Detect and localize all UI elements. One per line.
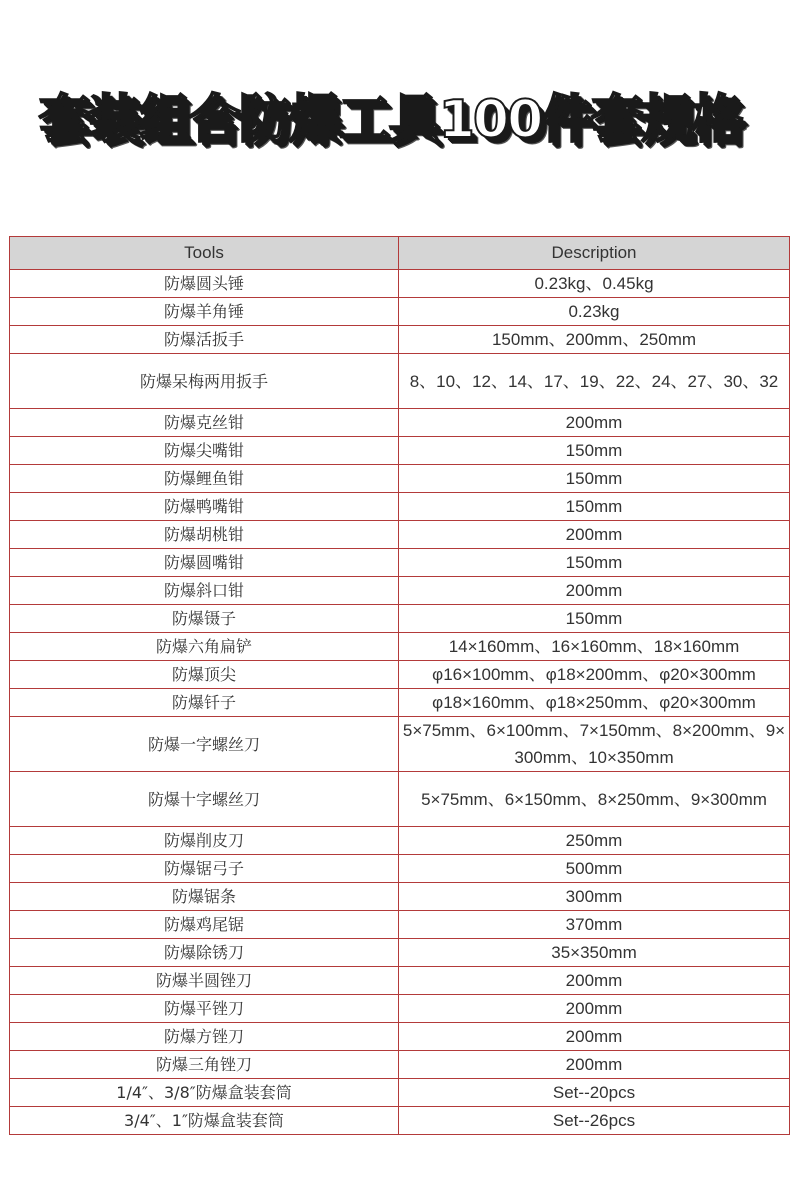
tool-cell: 防爆鲤鱼钳 [10, 465, 399, 493]
tool-cell: 防爆锯条 [10, 883, 399, 911]
table-row [10, 1079, 790, 1107]
description-cell: 200mm [399, 409, 790, 437]
tool-cell: 防爆圆头锤 [10, 270, 399, 298]
table-row [10, 827, 790, 855]
description-cell: 200mm [399, 967, 790, 995]
table-row [10, 717, 790, 772]
tool-cell: 防爆鸡尾锯 [10, 911, 399, 939]
tool-cell: 防爆一字螺丝刀 [10, 717, 399, 772]
table-row [10, 855, 790, 883]
tool-cell: 1/4″、3/8″防爆盒装套筒 [10, 1079, 399, 1107]
table-row [10, 689, 790, 717]
description-cell: 150mm [399, 493, 790, 521]
description-cell: 35×350mm [399, 939, 790, 967]
table-row [10, 493, 790, 521]
description-cell: 370mm [399, 911, 790, 939]
table-header-row [10, 237, 790, 270]
tool-cell: 防爆圆嘴钳 [10, 549, 399, 577]
table-row [10, 911, 790, 939]
description-cell: 14×160mm、16×160mm、18×160mm [399, 633, 790, 661]
table-row [10, 409, 790, 437]
tool-cell: 防爆六角扁铲 [10, 633, 399, 661]
tool-cell: 防爆呆梅两用扳手 [10, 354, 399, 409]
table-row [10, 1107, 790, 1135]
table-row [10, 437, 790, 465]
table-row [10, 549, 790, 577]
table-row [10, 995, 790, 1023]
description-cell: 150mm [399, 465, 790, 493]
description-cell: 5×75mm、6×100mm、7×150mm、8×200mm、9×300mm、10×350mm [399, 717, 790, 772]
table-row [10, 883, 790, 911]
table-row [10, 939, 790, 967]
description-cell: φ16×100mm、φ18×200mm、φ20×300mm [399, 661, 790, 689]
tool-cell: 防爆斜口钳 [10, 577, 399, 605]
description-cell: 150mm [399, 437, 790, 465]
table-row [10, 772, 790, 827]
description-cell: 200mm [399, 1023, 790, 1051]
tool-cell: 3/4″、1″防爆盒装套筒 [10, 1107, 399, 1135]
table-row [10, 354, 790, 409]
tool-cell: 防爆锯弓子 [10, 855, 399, 883]
description-column-header: Description [399, 237, 790, 270]
description-cell: 0.23kg [399, 298, 790, 326]
tool-cell: 防爆十字螺丝刀 [10, 772, 399, 827]
spec-table [9, 236, 790, 1135]
table-row [10, 967, 790, 995]
tool-cell: 防爆方锉刀 [10, 1023, 399, 1051]
table-row [10, 1023, 790, 1051]
description-cell: 500mm [399, 855, 790, 883]
description-cell: 200mm [399, 1051, 790, 1079]
table-row [10, 326, 790, 354]
table-row [10, 1051, 790, 1079]
description-cell: 5×75mm、6×150mm、8×250mm、9×300mm [399, 772, 790, 827]
tool-cell: 防爆胡桃钳 [10, 521, 399, 549]
table-row [10, 521, 790, 549]
tool-cell: 防爆三角锉刀 [10, 1051, 399, 1079]
table-row [10, 661, 790, 689]
description-cell: 150mm、200mm、250mm [399, 326, 790, 354]
tool-cell: 防爆钎子 [10, 689, 399, 717]
page-title: 套装组合防爆工具100件套规格 [38, 90, 742, 150]
description-cell: 300mm [399, 883, 790, 911]
tool-cell: 防爆削皮刀 [10, 827, 399, 855]
tool-cell: 防爆活扳手 [10, 326, 399, 354]
description-cell: 250mm [399, 827, 790, 855]
tool-cell: 防爆除锈刀 [10, 939, 399, 967]
tool-cell: 防爆羊角锤 [10, 298, 399, 326]
tools-column-header: Tools [10, 237, 399, 270]
table-row [10, 633, 790, 661]
tool-cell: 防爆克丝钳 [10, 409, 399, 437]
tool-cell: 防爆顶尖 [10, 661, 399, 689]
description-cell: 200mm [399, 521, 790, 549]
description-cell: 150mm [399, 605, 790, 633]
tool-cell: 防爆鸭嘴钳 [10, 493, 399, 521]
table-row [10, 605, 790, 633]
description-cell: 150mm [399, 549, 790, 577]
description-cell: 200mm [399, 995, 790, 1023]
description-cell: 0.23kg、0.45kg [399, 270, 790, 298]
tool-cell: 防爆半圆锉刀 [10, 967, 399, 995]
description-cell: Set--20pcs [399, 1079, 790, 1107]
tool-cell: 防爆镊子 [10, 605, 399, 633]
table-row [10, 298, 790, 326]
tool-cell: 防爆尖嘴钳 [10, 437, 399, 465]
description-cell: 200mm [399, 577, 790, 605]
table-row [10, 465, 790, 493]
description-cell: 8、10、12、14、17、19、22、24、27、30、32 [399, 354, 790, 409]
table-row [10, 577, 790, 605]
description-cell: φ18×160mm、φ18×250mm、φ20×300mm [399, 689, 790, 717]
description-cell: Set--26pcs [399, 1107, 790, 1135]
table-row [10, 270, 790, 298]
tool-cell: 防爆平锉刀 [10, 995, 399, 1023]
